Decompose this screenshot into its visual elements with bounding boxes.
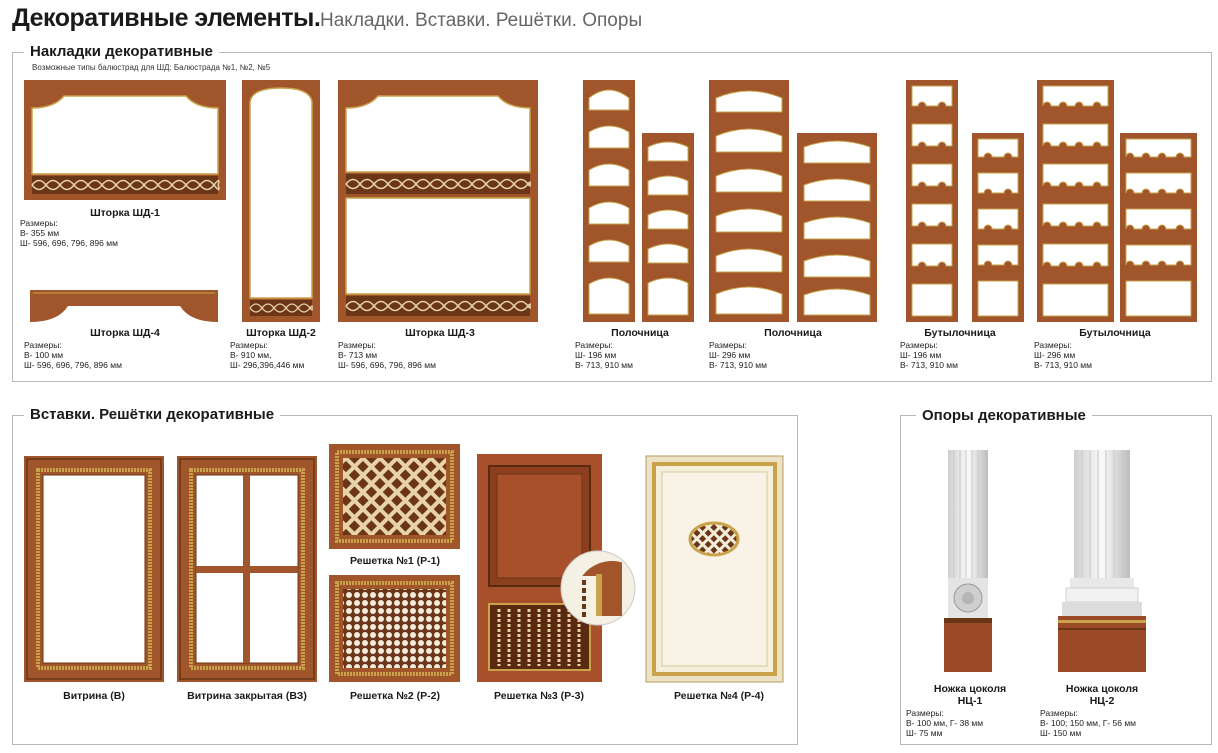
shd4-image (30, 290, 218, 322)
grille1-label: Решетка №1 (Р-1) (350, 555, 440, 567)
nc1-label: Ножка цоколя НЦ-1 (933, 683, 1007, 707)
supports-title: Опоры декоративные (916, 407, 1092, 424)
grille2-image (329, 575, 460, 682)
bottle-wide-short-image (1120, 133, 1197, 322)
nc2-image (1058, 450, 1146, 676)
grille4-label: Решетка №4 (Р-4) (674, 690, 764, 702)
vitrina-closed-image (177, 456, 317, 682)
grille2-label: Решетка №2 (Р-2) (350, 690, 440, 702)
shd2-label: Шторка ШД-2 (246, 327, 316, 339)
bottle1-label: Бутылочница (924, 327, 996, 339)
vitrina-image (24, 456, 164, 682)
shd3-dims: Размеры: В- 713 мм Ш- 596, 696, 796, 896 мм (338, 340, 436, 370)
bottle-narrow-short-image (972, 133, 1024, 322)
vitrina-label: Витрина (В) (63, 690, 125, 702)
shd3-label: Шторка ШД-3 (405, 327, 475, 339)
grille1-image (329, 444, 460, 549)
overlays-title: Накладки декоративные (24, 43, 219, 60)
shd1-dims: Размеры: В- 355 мм Ш- 596, 696, 796, 896 мм (20, 218, 118, 248)
vitrina-closed-label: Витрина закрытая (ВЗ) (187, 690, 307, 702)
bottle2-dims: Размеры: Ш- 296 мм В- 713, 910 мм (1034, 340, 1092, 370)
nc1-image (944, 450, 992, 676)
nc1-dims: Размеры: В- 100 мм, Г- 38 мм Ш- 75 мм (906, 708, 984, 738)
grille3-label: Решетка №3 (Р-3) (494, 690, 584, 702)
shd2-image (242, 80, 320, 322)
shelf1-label: Полочница (611, 327, 669, 339)
shelf-wide-short-image (797, 133, 877, 322)
shelf-wide-tall-image (709, 80, 789, 322)
shelf1-dims: Размеры: Ш- 196 мм В- 713, 910 мм (575, 340, 633, 370)
shd3-image (338, 80, 538, 322)
bottle-narrow-tall-image (906, 80, 958, 322)
bottle1-dims: Размеры: Ш- 196 мм В- 713, 910 мм (900, 340, 958, 370)
shd1-image (24, 80, 226, 200)
shd2-dims: Размеры: В- 910 мм, Ш- 296,396,446 мм (230, 340, 305, 370)
inserts-title: Вставки. Решётки декоративные (24, 406, 280, 423)
page-title: Декоративные элементы. (12, 4, 321, 32)
shd4-label: Шторка ШД-4 (90, 327, 160, 339)
shd4-dims: Размеры: В- 100 мм Ш- 596, 696, 796, 896 мм (24, 340, 122, 370)
shelf2-label: Полочница (764, 327, 822, 339)
bottle2-label: Бутылочница (1079, 327, 1151, 339)
shelf-narrow-short-image (642, 133, 694, 322)
shelf-narrow-tall-image (583, 80, 635, 322)
shelf2-dims: Размеры: Ш- 296 мм В- 713, 910 мм (709, 340, 767, 370)
overlays-note: Возможные типы балюстрад для ШД: Балюстрада №1, №2, №5 (32, 63, 271, 72)
bottle-wide-tall-image (1037, 80, 1114, 322)
nc2-dims: Размеры: В- 100; 150 мм, Г- 56 мм Ш- 150 мм (1040, 708, 1137, 738)
nc2-label: Ножка цоколя НЦ-2 (1065, 683, 1139, 707)
shd1-label: Шторка ШД-1 (90, 207, 160, 219)
grille4-image (646, 456, 783, 682)
grille3-detail-image (560, 550, 636, 626)
page-subtitle: Накладки. Вставки. Решётки. Опоры (320, 10, 643, 31)
